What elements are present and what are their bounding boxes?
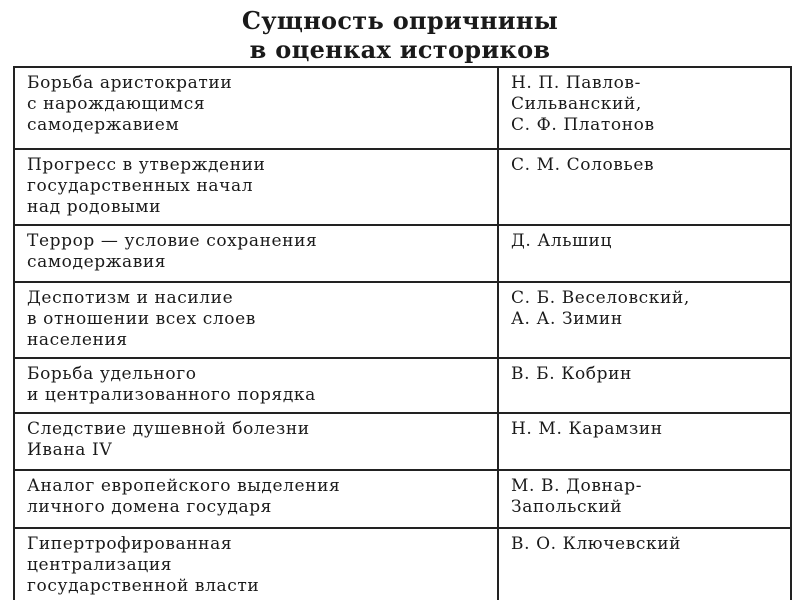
table-row — [14, 413, 791, 470]
view-cell: Следствие душевной болезни Ивана IV — [14, 413, 498, 470]
view-cell: Террор — условие сохранения самодержавия — [14, 225, 498, 282]
historians-table — [13, 66, 792, 600]
view-cell: Борьба аристократии с нарождающимся самодержавием — [14, 67, 498, 149]
view-cell: Борьба удельного и централизованного порядка — [14, 358, 498, 413]
table-row — [14, 282, 791, 358]
view-cell: Прогресс в утверждении государственных начал над родовыми — [14, 149, 498, 225]
historian-cell: С. М. Соловьев — [498, 149, 791, 225]
title-line-2: в оценках историков — [249, 35, 551, 64]
historian-cell: В. Б. Кобрин — [498, 358, 791, 413]
view-cell: Деспотизм и насилие в отношении всех слоев населения — [14, 282, 498, 358]
historian-cell: В. О. Ключевский — [498, 528, 791, 600]
table-row — [14, 67, 791, 149]
historian-cell: Н. П. Павлов- Сильванский, С. Ф. Платонов — [498, 67, 791, 149]
table-row — [14, 470, 791, 528]
historian-cell: Н. М. Карамзин — [498, 413, 791, 470]
historian-cell: С. Б. Веселовский, А. А. Зимин — [498, 282, 791, 358]
historian-cell: Д. Альшиц — [498, 225, 791, 282]
table-row — [14, 225, 791, 282]
historian-cell: М. В. Довнар- Запольский — [498, 470, 791, 528]
table-row — [14, 528, 791, 600]
view-cell: Гипертрофированная централизация государственной власти — [14, 528, 498, 600]
view-cell: Аналог европейского выделения личного домена государя — [14, 470, 498, 528]
title-line-1: Сущность опричнины — [241, 6, 559, 35]
table-row — [14, 358, 791, 413]
page-title — [0, 6, 800, 64]
table-row — [14, 149, 791, 225]
